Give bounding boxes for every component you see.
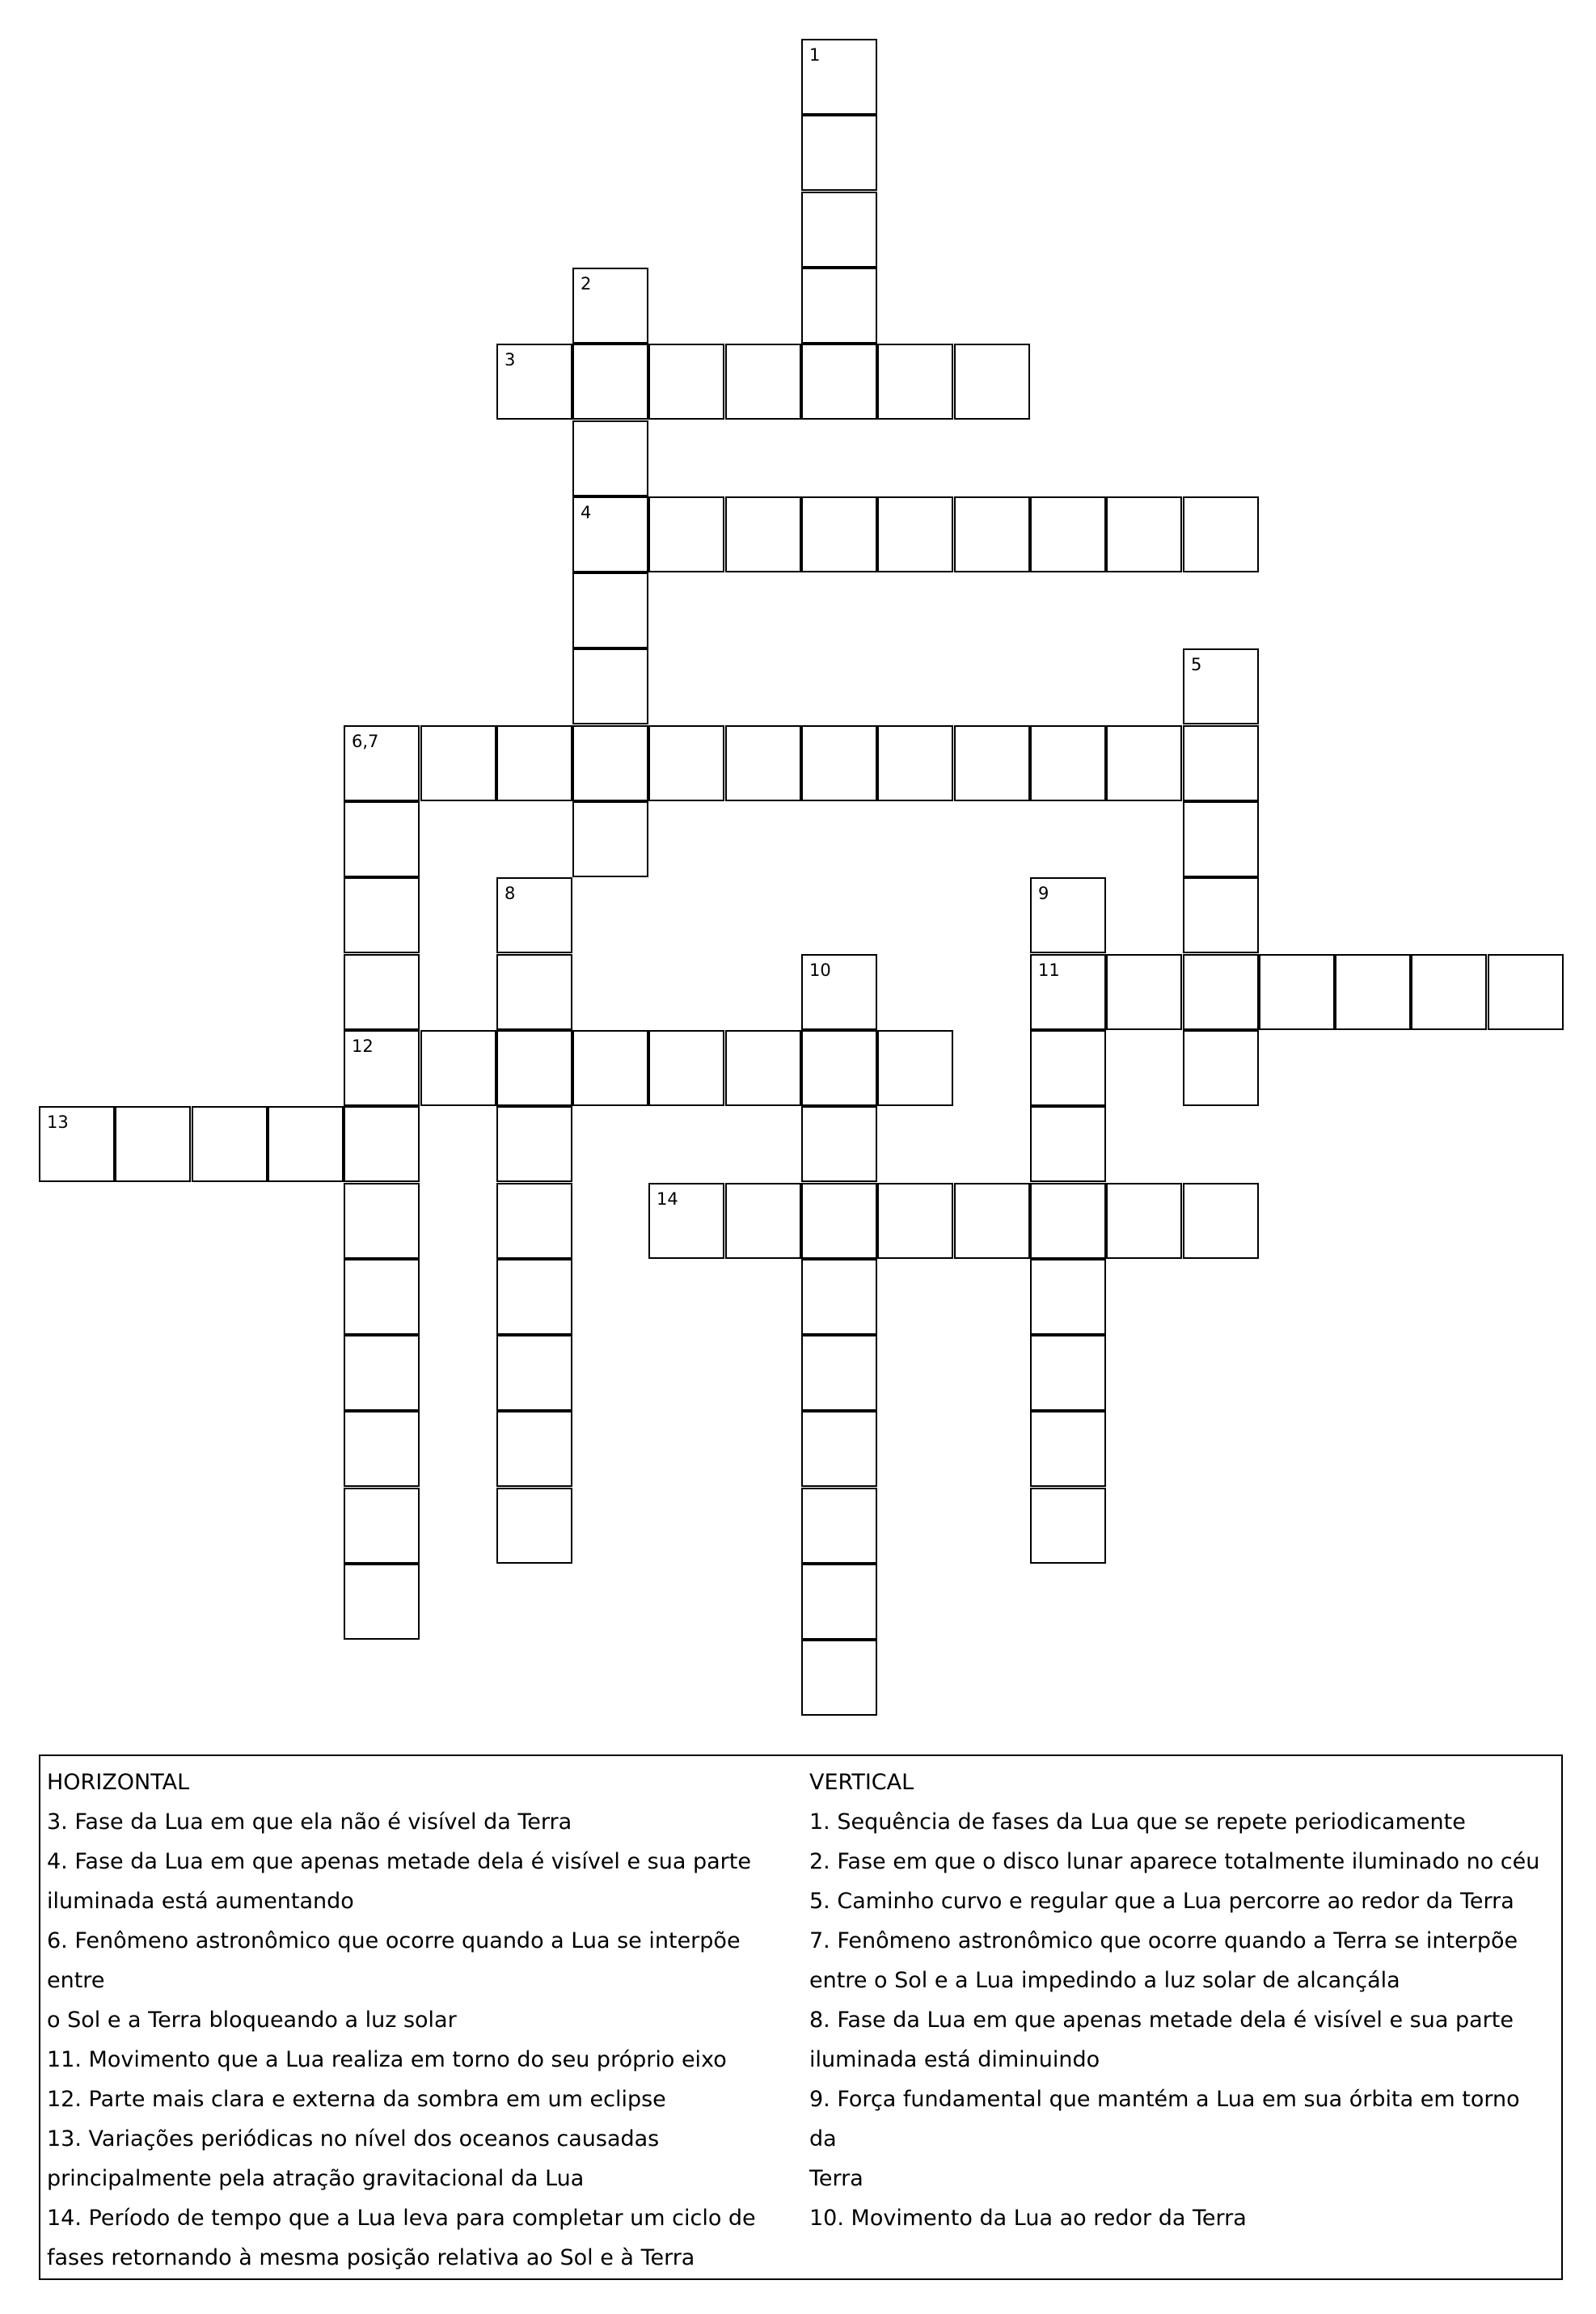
crossword-cell[interactable]	[496, 1335, 572, 1411]
crossword-cell[interactable]	[572, 725, 648, 801]
crossword-cell[interactable]	[801, 496, 877, 572]
crossword-cell[interactable]	[1259, 954, 1335, 1030]
crossword-cell[interactable]	[801, 1183, 877, 1259]
crossword-cell[interactable]	[801, 1335, 877, 1411]
clue-number: 1	[809, 45, 821, 65]
clue-number: 6,7	[352, 732, 379, 751]
crossword-cell[interactable]	[344, 801, 420, 877]
clue-line: fases retornando à mesma posição relativa ao Sol e à Terra	[47, 2245, 695, 2270]
crossword-cell[interactable]	[648, 344, 724, 420]
horizontal-heading: HORIZONTAL	[47, 1770, 190, 1795]
crossword-cell[interactable]	[877, 344, 953, 420]
crossword-cell[interactable]	[39, 1106, 115, 1182]
clue-line: 3. Fase da Lua em que ela não é visível da Terra	[47, 1809, 572, 1835]
crossword-cell[interactable]	[801, 1106, 877, 1182]
crossword-cell[interactable]	[725, 1030, 801, 1106]
crossword-cell[interactable]	[496, 1030, 572, 1106]
clue-line: Terra	[809, 2166, 863, 2191]
crossword-cell[interactable]	[1030, 496, 1106, 572]
clue-number: 2	[581, 274, 592, 293]
crossword-cell[interactable]	[496, 1183, 572, 1259]
crossword-cell[interactable]	[420, 1030, 496, 1106]
crossword-cell[interactable]	[954, 1183, 1030, 1259]
crossword-cell[interactable]	[1183, 954, 1259, 1030]
clue-line: 1. Sequência de fases da Lua que se repete periodicamente	[809, 1809, 1466, 1835]
crossword-cell[interactable]	[877, 496, 953, 572]
clue-line: 13. Variações periódicas no nível dos oceanos causadas	[47, 2126, 660, 2151]
crossword-cell[interactable]	[496, 954, 572, 1030]
crossword-cell[interactable]	[572, 344, 648, 420]
clue-number: 10	[809, 961, 831, 980]
crossword-cell[interactable]	[1030, 1259, 1106, 1335]
crossword-cell[interactable]	[1030, 1106, 1106, 1182]
vertical-heading: VERTICAL	[809, 1770, 914, 1795]
crossword-cell[interactable]	[725, 344, 801, 420]
crossword-cell[interactable]	[1030, 1411, 1106, 1487]
crossword-cell[interactable]	[801, 115, 877, 191]
crossword-cell[interactable]	[496, 877, 572, 953]
crossword-cell[interactable]	[725, 725, 801, 801]
clue-number: 12	[352, 1037, 374, 1056]
crossword-cell[interactable]	[344, 1411, 420, 1487]
crossword-cell[interactable]	[572, 572, 648, 648]
crossword-cell[interactable]	[572, 268, 648, 344]
crossword-cell[interactable]	[801, 1411, 877, 1487]
clue-line: 5. Caminho curvo e regular que a Lua percorre ao redor da Terra	[809, 1889, 1514, 1914]
crossword-cell[interactable]	[572, 648, 648, 724]
clue-line: 11. Movimento que a Lua realiza em torno do seu próprio eixo	[47, 2047, 727, 2072]
crossword-cell[interactable]	[344, 1183, 420, 1259]
crossword-cell[interactable]	[725, 496, 801, 572]
clue-line: entre o Sol e a Lua impedindo a luz solar de alcançála	[809, 1968, 1400, 1993]
crossword-cell[interactable]	[344, 1106, 420, 1182]
crossword-cell[interactable]	[1106, 954, 1182, 1030]
crossword-cell[interactable]	[115, 1106, 191, 1182]
crossword-cell[interactable]	[496, 725, 572, 801]
crossword-cell[interactable]	[648, 1030, 724, 1106]
crossword-cell[interactable]	[1106, 1183, 1182, 1259]
crossword-cell[interactable]	[801, 1640, 877, 1716]
crossword-cell[interactable]	[572, 496, 648, 572]
clue-line: 4. Fase da Lua em que apenas metade dela é visível e sua parte	[47, 1849, 751, 1874]
crossword-cell[interactable]	[1030, 1335, 1106, 1411]
crossword-cell[interactable]	[801, 192, 877, 268]
crossword-cell[interactable]	[648, 725, 724, 801]
crossword-cell[interactable]	[344, 725, 420, 801]
crossword-cell[interactable]	[1488, 954, 1564, 1030]
clue-number: 9	[1038, 884, 1049, 903]
crossword-cell[interactable]	[420, 725, 496, 801]
crossword-cell[interactable]	[801, 1564, 877, 1640]
clue-line: 14. Período de tempo que a Lua leva para completar um ciclo de	[47, 2206, 756, 2231]
crossword-cell[interactable]	[1183, 877, 1259, 953]
crossword-cell[interactable]	[496, 1488, 572, 1564]
crossword-cell[interactable]	[801, 954, 877, 1030]
crossword-cell[interactable]	[344, 877, 420, 953]
crossword-cell[interactable]	[1183, 801, 1259, 877]
crossword-cell[interactable]	[1106, 725, 1182, 801]
crossword-cell[interactable]	[801, 1259, 877, 1335]
crossword-cell[interactable]	[1183, 1030, 1259, 1106]
crossword-cell[interactable]	[1030, 725, 1106, 801]
crossword-cell[interactable]	[648, 1183, 724, 1259]
crossword-cell[interactable]	[1030, 1183, 1106, 1259]
crossword-cell[interactable]	[801, 725, 877, 801]
crossword-cell[interactable]	[1183, 725, 1259, 801]
crossword-cell[interactable]	[1183, 496, 1259, 572]
crossword-cell[interactable]	[344, 1488, 420, 1564]
crossword-cell[interactable]	[801, 39, 877, 115]
clue-number: 8	[505, 884, 516, 903]
crossword-cell[interactable]	[725, 1183, 801, 1259]
clue-line: o Sol e a Terra bloqueando a luz solar	[47, 2008, 457, 2033]
clue-number: 5	[1191, 655, 1202, 674]
crossword-cell[interactable]	[1030, 1488, 1106, 1564]
clue-line: 6. Fenômeno astronômico que ocorre quando a Lua se interpõe entre	[47, 1928, 741, 1993]
clue-number: 3	[505, 350, 516, 369]
crossword-cell[interactable]	[877, 1183, 953, 1259]
crossword-cell[interactable]	[344, 1564, 420, 1640]
crossword-cell[interactable]	[954, 496, 1030, 572]
vertical-clues	[809, 1763, 1553, 2238]
clue-line: 12. Parte mais clara e externa da sombra em um eclipse	[47, 2087, 666, 2112]
crossword-cell[interactable]	[1106, 496, 1182, 572]
clue-number: 11	[1038, 961, 1060, 980]
crossword-cell[interactable]	[877, 725, 953, 801]
clue-line: principalmente pela atração gravitacional da Lua	[47, 2166, 585, 2191]
crossword-cell[interactable]	[801, 1030, 877, 1106]
crossword-cell[interactable]	[496, 1411, 572, 1487]
crossword-cell[interactable]	[496, 1106, 572, 1182]
crossword-cell[interactable]	[496, 344, 572, 420]
crossword-cell[interactable]	[496, 1259, 572, 1335]
crossword-cell[interactable]	[954, 344, 1030, 420]
crossword-cell[interactable]	[192, 1106, 268, 1182]
crossword-cell[interactable]	[1030, 954, 1106, 1030]
crossword-cell[interactable]	[572, 801, 648, 877]
crossword-cell[interactable]	[877, 1030, 953, 1106]
clue-line: 10. Movimento da Lua ao redor da Terra	[809, 2206, 1247, 2231]
crossword-cell[interactable]	[1183, 1183, 1259, 1259]
clue-line: iluminada está aumentando	[47, 1889, 354, 1914]
crossword-cell[interactable]	[954, 725, 1030, 801]
crossword-cell[interactable]	[344, 1259, 420, 1335]
crossword-cell[interactable]	[648, 496, 724, 572]
clue-line: 8. Fase da Lua em que apenas metade dela é visível e sua parte	[809, 2008, 1514, 2033]
clue-line: 2. Fase em que o disco lunar aparece totalmente iluminado no céu	[809, 1849, 1540, 1874]
crossword-cell[interactable]	[344, 1335, 420, 1411]
crossword-cell[interactable]	[1183, 648, 1259, 724]
clue-line: iluminada está diminuindo	[809, 2047, 1100, 2072]
crossword-cell[interactable]	[344, 954, 420, 1030]
horizontal-clues	[47, 1763, 799, 2278]
clue-number: 14	[657, 1189, 678, 1209]
crossword-cell[interactable]	[801, 268, 877, 344]
crossword-cell[interactable]	[1411, 954, 1487, 1030]
crossword-cell[interactable]	[572, 420, 648, 496]
crossword-cell[interactable]	[1335, 954, 1411, 1030]
crossword-cell[interactable]	[801, 1488, 877, 1564]
clue-number: 4	[581, 503, 592, 522]
crossword-cell[interactable]	[1030, 877, 1106, 953]
crossword-cell[interactable]	[572, 1030, 648, 1106]
crossword-cell[interactable]	[344, 1030, 420, 1106]
clue-number: 13	[47, 1113, 69, 1132]
clue-line: 9. Força fundamental que mantém a Lua em sua órbita em torno da	[809, 2087, 1520, 2151]
crossword-cell[interactable]	[1030, 1030, 1106, 1106]
crossword-cell[interactable]	[268, 1106, 344, 1182]
clues-box	[39, 1755, 1563, 2280]
crossword-cell[interactable]	[801, 344, 877, 420]
clue-line: 7. Fenômeno astronômico que ocorre quando a Terra se interpõe	[809, 1928, 1518, 1953]
